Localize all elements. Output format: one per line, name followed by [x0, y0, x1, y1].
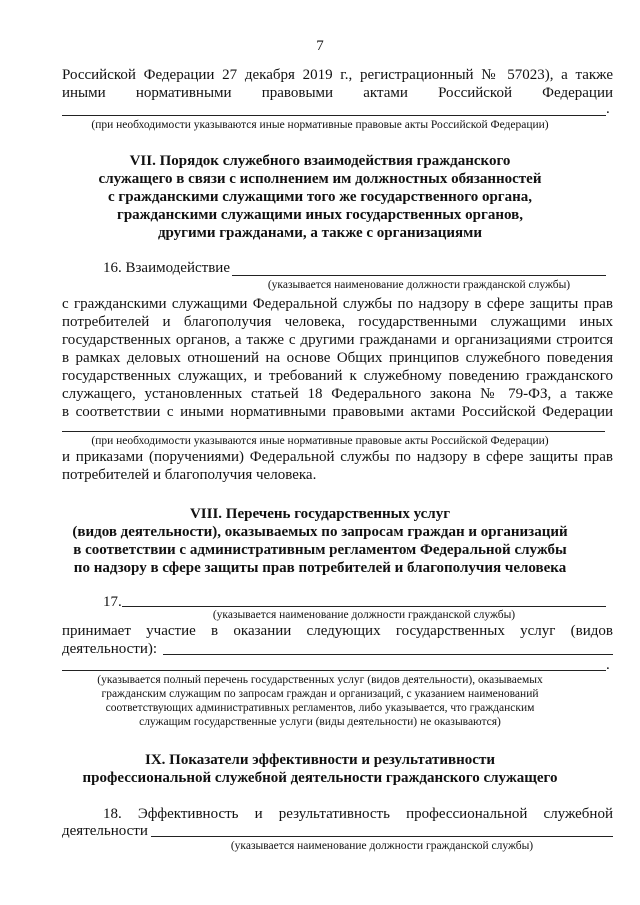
word: правовыми: [261, 85, 334, 101]
word: нормативными: [135, 85, 232, 101]
paragraph-line: потребителей и благополучия человека.: [62, 467, 317, 483]
paragraph-line: деятельности):: [62, 641, 158, 657]
fill-line: [151, 836, 613, 837]
paragraph-line: принимает участие в оказании следующих государственных услуг (видов: [62, 623, 613, 639]
fill-line: [163, 654, 613, 655]
section-heading: другими гражданами, а также с организациями: [157, 225, 483, 241]
continuation-words: [62, 84, 613, 102]
paragraph-line: с гражданскими служащими Федеральной службы по надзору в сфере защиты прав: [62, 296, 613, 312]
paragraph-line: 18. Эффективность и результативность профессиональной служебной: [103, 806, 613, 822]
section-heading: с гражданскими служащими того же государственного органа,: [107, 189, 533, 205]
fill-line: [232, 275, 606, 276]
paragraph-line: государственных служащих, и требований к служебному поведению гражданского: [62, 368, 613, 384]
paragraph-line: потребителей и благополучия человека, государственными служащими иных: [62, 314, 613, 330]
section-heading: (видов деятельности), оказываемых по запросам граждан и организаций: [72, 524, 568, 540]
fill-line: [62, 115, 606, 116]
field-note: (при необходимости указываются иные нормативные правовые акты Российской Федерации): [91, 119, 549, 131]
paragraph-line: государственных органов, а также с другими гражданами и организациями строится: [62, 332, 613, 348]
paragraph-lead: 16. Взаимодействие: [103, 260, 230, 276]
word: иными: [62, 85, 106, 101]
end-dot: .: [606, 657, 610, 673]
paragraph-line: служащего, установленных статьей 18 Федерального закона № 79-ФЗ, а также: [62, 386, 613, 402]
fill-line: [62, 431, 605, 432]
page-number: 7: [316, 38, 324, 54]
field-note: (указывается наименование должности гражданской службы): [212, 609, 516, 621]
field-note: (указывается наименование должности гражданской службы): [230, 840, 534, 852]
paragraph-line: в рамках деловых отношений на основе Общих принципов служебного поведения: [62, 350, 613, 366]
fill-line: [62, 670, 606, 671]
field-note: (указывается полный перечень государственных услуг (видов деятельности), оказываемых: [97, 674, 543, 686]
section-heading: IX. Показатели эффективности и результативности: [145, 752, 495, 768]
section-heading: VIII. Перечень государственных услуг: [189, 506, 451, 522]
end-dot: .: [606, 101, 610, 117]
paragraph-line: и приказами (поручениями) Федеральной службы по надзору в сфере защиты прав: [62, 449, 613, 465]
section-heading: VII. Порядок служебного взаимодействия гражданского: [129, 153, 511, 169]
word: актами: [363, 85, 408, 101]
field-note: соответствующих административных регламентов, либо указывается, что гражданским: [105, 702, 535, 714]
fill-line: [122, 606, 606, 607]
paragraph-line: в соответствии с иными нормативными правовыми актами Российской Федерации: [62, 404, 613, 420]
continuation-line: Российской Федерации 27 декабря 2019 г., регистрационный № 57023), а также: [62, 67, 613, 83]
paragraph-line: деятельности: [62, 823, 148, 839]
word: Федерации: [542, 85, 613, 101]
field-note: гражданским служащим по запросам граждан и организаций, с указанием наименований: [101, 688, 539, 700]
section-heading: гражданскими служащими иных государственных органов,: [117, 207, 523, 223]
word: Российской: [438, 85, 512, 101]
section-heading: профессиональной служебной деятельности гражданского служащего: [82, 770, 558, 786]
field-note: (указывается наименование должности гражданской службы): [267, 279, 571, 291]
field-note: служащим государственные услуги (виды деятельности) не оказываются): [139, 716, 501, 728]
section-heading: в соответствии с административным регламентом Федеральной службы: [73, 542, 567, 558]
section-heading: по надзору в сфере защиты прав потребителей и благополучия человека: [73, 560, 567, 576]
section-heading: служащего в связи с исполнением им должностных обязанностей: [98, 171, 542, 187]
paragraph-lead: 17.: [103, 594, 122, 610]
field-note: (при необходимости указываются иные нормативные правовые акты Российской Федерации): [91, 435, 549, 447]
